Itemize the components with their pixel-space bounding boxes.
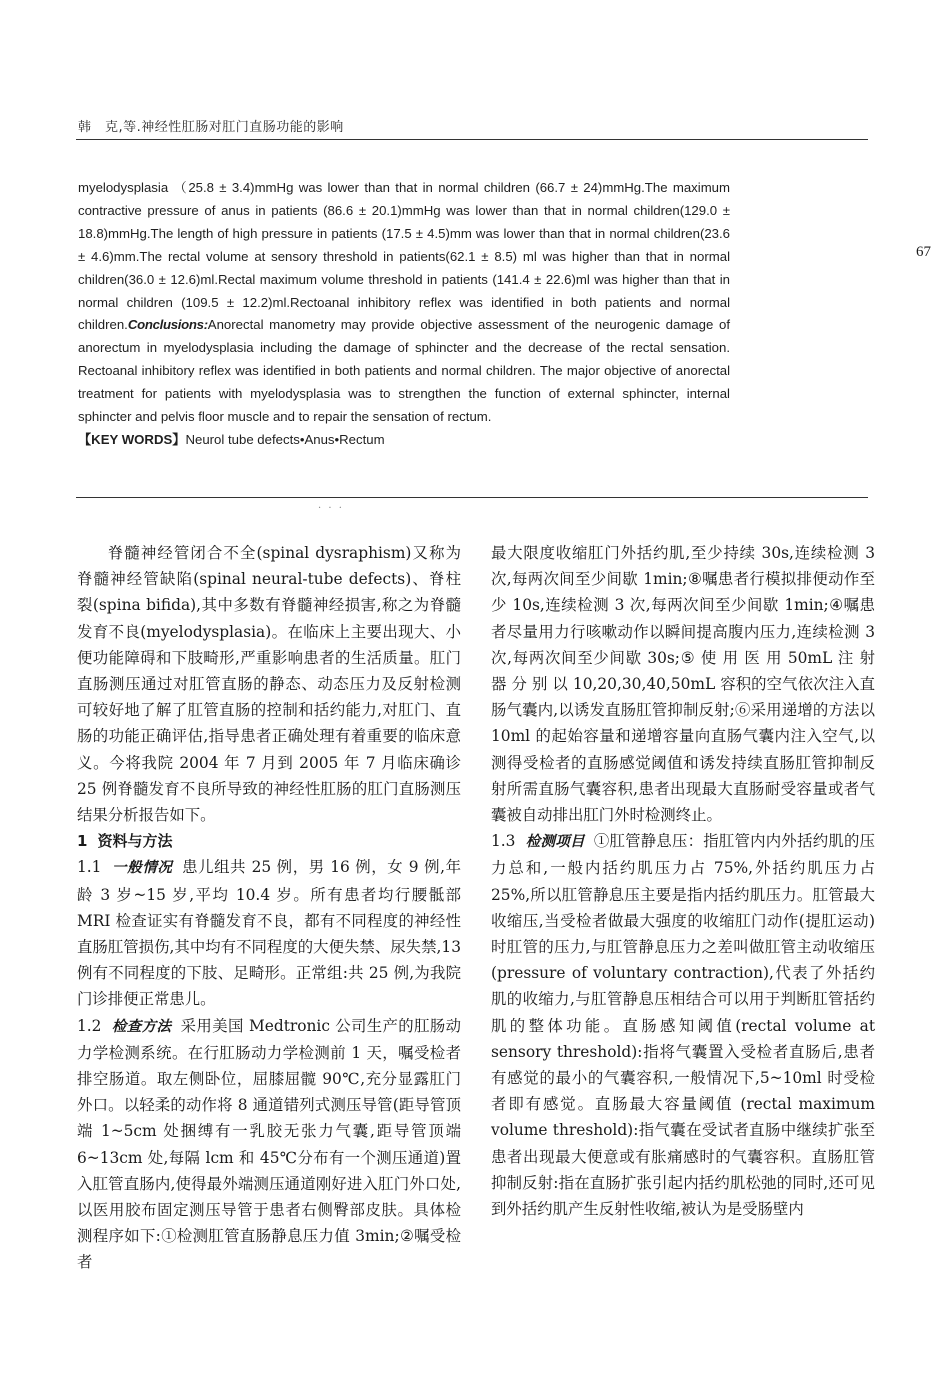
subsection-title: 检测项目 (525, 833, 585, 851)
keywords-text: Neurol tube defects•Anus•Rectum (185, 431, 385, 447)
section-title: 资料与方法 (97, 832, 173, 851)
subsection-text: 患儿组共 25 例，男 16 例，女 9 例,年龄 3 岁~15 岁,平均 10.4 岁。所有患者均行腰骶部 MRI 检查证实有脊髓发育不良，都有不同程度的神经性直肠肛管损伤,其中均有不同程度的大便失禁、尿失禁,13 例有不同程度的下肢、足畸形。正常组:共 25 例,为我院门诊排便正常患儿。 (77, 858, 461, 1009)
right-column (491, 540, 875, 1222)
subsection-1-2 (77, 1013, 461, 1276)
running-header: 韩 克,等.神经性肛肠对肛门直肠功能的影响 (78, 120, 344, 135)
keywords-label: 【KEY WORDS】 (78, 431, 186, 447)
intro-paragraph: 脊髓神经管闭合不全(spinal dysraphism)又称为脊髓神经管缺陷(spinal neural-tube defects)、脊柱裂(spina bifida),其中多数有脊髓神经损害,称之为脊髓发育不良(myelodysplasia)。在临床上主要出现大、小便功能障碍和下肢畸形,严重影响患者的生活质量。肛门直肠测压通过对肛管直肠的静态、动态压力及反射检测可较好地了解了肛管直肠的控制和括约能力,对肛门、直肠的功能正确评估,指导患者正确处理有着重要的临床意义。今将我院 2004 年 7 月到 2005 年 7 月临床确诊 25 例脊髓发育不良所导致的神经性肛肠的肛门直肠测压结果分析报告如下。 (77, 544, 461, 825)
abstract-paragraph (78, 177, 730, 429)
page-number: 67 (916, 244, 931, 260)
section-number: 1 (77, 832, 88, 851)
keywords-line (78, 429, 730, 452)
section-heading (77, 828, 461, 854)
header-rule (76, 139, 868, 140)
subsection-number: 1.2 (77, 1016, 102, 1035)
conclusions-label: Conclusions: (127, 317, 208, 333)
abstract-results: myelodysplasia （25.8 ± 3.4)mmHg was lower than that in normal children (66.7 ± 24)mmHg.The maximum contractive pressure of anus in patients (86.6 ± 20.1)mmHg was lower than that in normal children(129.0 ± 18.8)mmHg.The length of high pressure in patients (17.5 ± 4.5)mm was lower than that in normal children(23.6 ± 4.6)mm.The rectal volume at sensory threshold in patients(62.1 ± 8.5) ml was higher than that in normal children(36.0 ± 12.6)ml.Rectal maximum volume threshold in patients (141.4 ± 22.6)ml was higher than that in normal children (109.5 ± 12.2)ml.Rectoanal inhibitory reflex was identified in both patients and normal children. (78, 180, 730, 333)
subsection-1-3 (491, 828, 875, 1222)
subsection-title: 一般情况 (111, 859, 173, 877)
subsection-number: 1.1 (77, 858, 102, 877)
subsection-text: ①肛管静息压：指肛管内内外括约肌的压力总和,一般内括约肌压力占 75%,外括约肌压力占 25%,所以肛管静息压主要是指内括约肌压力。肛管最大收缩压,当受检者做最大强度的收缩肛门动作(提肛运动)时肛管的压力,与肛管静息压力之差叫做肛管主动收缩压(pressure of voluntary contraction),代表了外括约肌的收缩力,与肛管静息压相结合可以用于判断肛管括约肌的整体功能。直肠感知阈值(rectal volume at sensory threshold):指将气囊置入受检者直肠后,患者有感觉的最小的气囊容积,一般情况下,5~10ml 时受检者即有感觉。直肠最大容量阈值 (rectal maximum volume threshold):指气囊在受试者直肠中继续扩张至患者出现最大便意或有胀痛感时的气囊容积。直肠肛管抑制反射:指在直肠扩张引起内括约肌松弛的同时,还可见到外括约肌产生反射性收缩,被认为是受肠壁内 (491, 832, 875, 1219)
subsection-1-1 (77, 854, 461, 1012)
abstract-conclusions: Anorectal manometry may provide objective assessment of the neurogenic damage of anorectum in myelodysplasia including the damage of sphincter and the decrease of the rectal sensation. Rectoanal inhibitory reflex was identified in both patients and normal children. The major objective of anorectal treatment for patients with myelodysplasia was to strengthen the function of external sphincter, internal sphincter and pelvis floor muscle and to repair the sensation of rectum. (78, 317, 730, 425)
abstract-rule (76, 497, 868, 498)
abstract-block (78, 177, 730, 452)
procedure-continued: 最大限度收缩肛门外括约肌,至少持续 30s,连续检测 3 次,每两次间至少间歇 1min;⑧嘱患者行模拟排便动作至少 10s,连续检测 3 次,每两次间至少间歇 1min;④嘱患者尽量用力行咳嗽动作以瞬间提高腹内压力,连续检测 3 次,每两次间至少间歇 30s;⑤ 使 用 医 用 50mL 注 射 器 分 别 以 10,20,30,40,50mL 容积的空气依次注入直肠气囊内,以诱发直肠肛管抑制反射;⑥采用递增的方法以 10ml 的起始容量和递增容量向直肠气囊内注入空气,以测得受检者的直肠感觉阈值和诱发持续直肠肛管抑制反射所需直肠气囊容积,患者出现最大直肠耐受容量或者气囊被自动排出肛门外时检测终止。 (491, 544, 875, 825)
subsection-text: 采用美国 Medtronic 公司生产的肛肠动力学检测系统。在行肛肠动力学检测前 1 天，嘱受检者排空肠道。取左侧卧位，屈膝屈髋 90℃,充分显露肛门外口。以轻柔的动作将 8 通道错列式测压导管(距导管顶端 1~5cm 处捆缚有一乳胶无张力气囊,距导管顶端 6~13cm 处,每隔 lcm 和 45℃分布有一个测压通道)置入肛管直肠内,使得最外端测压通道刚好进入肛门外口处,以医用胶布固定测压导管于患者右侧臀部皮肤。具体检测程序如下:①检测肛管直肠静息压力值 3min;②嘱受检者 (77, 1016, 461, 1272)
subsection-title: 检查方法 (111, 1017, 172, 1035)
subsection-number: 1.3 (491, 832, 516, 851)
separator-dots: · · · (318, 503, 344, 514)
left-column (77, 540, 461, 1276)
